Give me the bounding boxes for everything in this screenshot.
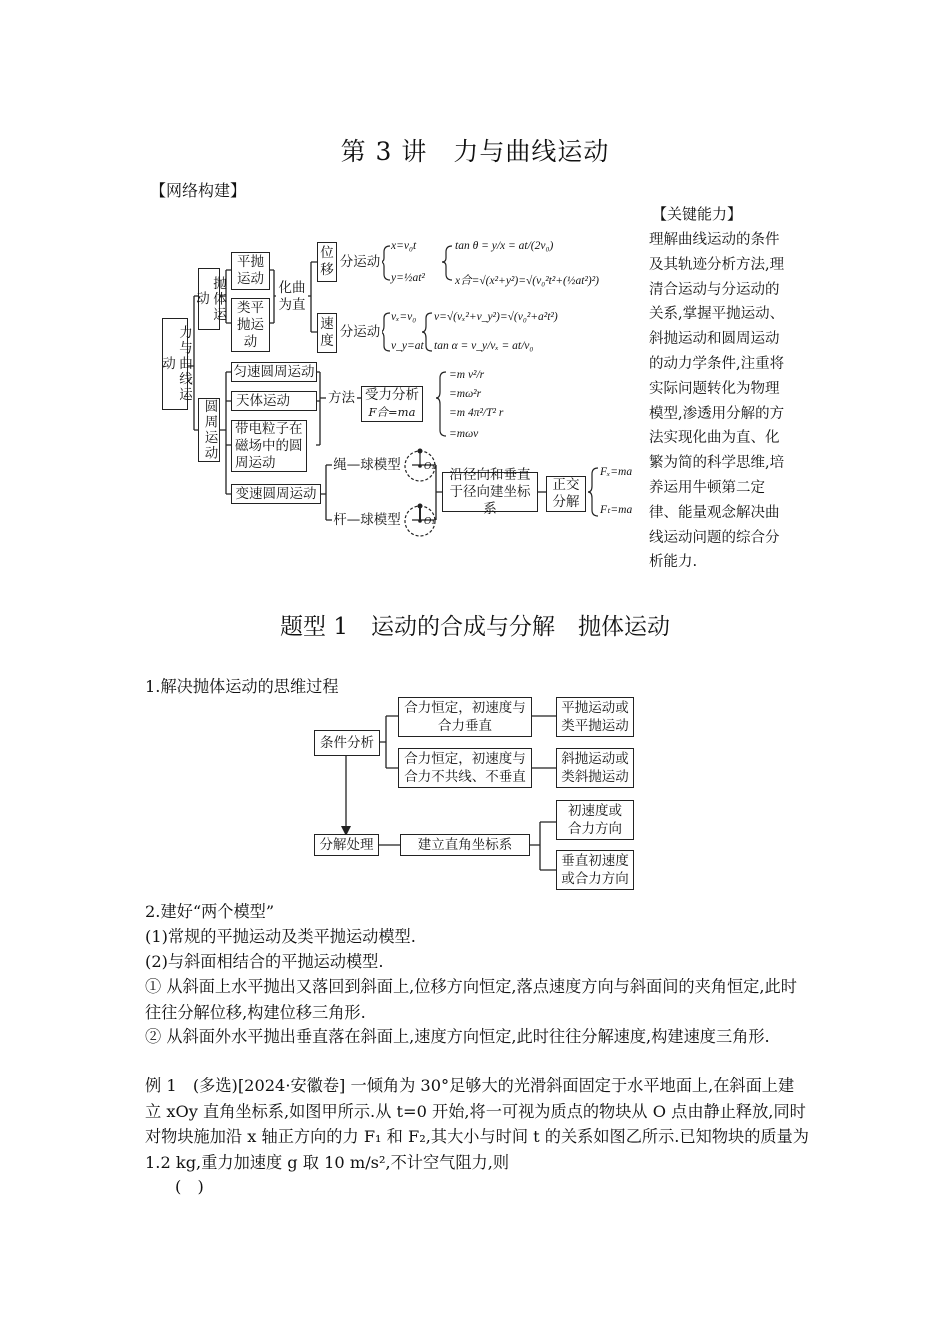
paragraph-3: (1)常规的平抛运动及类平抛运动模型.	[145, 927, 416, 946]
node-rope: 绳—球模型	[333, 456, 401, 473]
paragraph-5: ① 从斜面上水平抛出又落回到斜面上,位移方向恒定,落点速度方向与斜面间的夹角恒定,此时往往分解位移,构建位移三角形.	[145, 977, 797, 1022]
example-1: 例 1 (多选)[2024·安徽卷] 一倾角为 30°足够大的光滑斜面固定于水平地面上,在斜面上建立 xOy 直角坐标系,如图甲所示.从 t=0 开始,将一可视为质点的物块从 O 点由静止释放,同时对物块施加沿 x 轴正方向的力 F₁ 和 F₂,其大小与时间 t 的关系如图乙所示.已知物块的质量为 1.2 kg,重力加速度 g 取 10 m/s²,不计空气阻力,则	[145, 1076, 809, 1172]
formula-centripetal-1: =m v²/r	[449, 369, 485, 381]
node-radial: 沿径向和垂直于径向建坐标系	[442, 472, 538, 512]
node-method: 方法	[326, 388, 357, 408]
flow-direction-2: 垂直初速度或合力方向	[556, 850, 634, 890]
force-analysis-label: 受力分析	[365, 387, 419, 403]
section-title: 题型 1 运动的合成与分解 抛体运动	[280, 614, 670, 640]
node-root: 力与曲线运动	[162, 318, 188, 410]
node-uniform: 匀速圆周运动	[231, 362, 317, 382]
network-label: 【网络构建】	[150, 181, 247, 200]
formula-vy: v_y=at	[391, 340, 424, 352]
formula-v: v=√(vₓ²+v_y²)=√(v₀²+a²t²)	[434, 311, 558, 323]
formula-tan-theta: tan θ = y/x = at/(2v₀)	[455, 240, 554, 252]
formula-x: x=v₀t	[391, 240, 417, 252]
paragraph-1: 1.解决抛体运动的思维过程	[145, 677, 339, 696]
node-throw: 抛体运动	[198, 268, 220, 330]
node-rod: 杆—球模型	[333, 511, 401, 528]
node-charged: 带电粒子在磁场中的圆周运动	[231, 420, 307, 472]
node-celestial: 天体运动	[231, 391, 317, 411]
flow-cond-1: 合力恒定，初速度与合力垂直	[398, 697, 532, 737]
formula-centripetal-4: =mωv	[449, 428, 479, 440]
formula-y: y=½at²	[391, 272, 425, 284]
flow-decomposition: 分解处理	[314, 834, 379, 856]
formula-x-sum: x合=√(x²+y²)=√(v₀²t²+(½at²)²)	[455, 275, 600, 287]
node-sub1: 分运动	[339, 253, 381, 270]
formula-tan-alpha: tan α = v_y/vₓ = at/v₀	[434, 340, 534, 352]
paragraph-6: ② 从斜面外水平抛出垂直落在斜面上,速度方向恒定,此时往往分解速度,构建速度三角形.	[145, 1027, 770, 1046]
node-curve-straight: 化曲为直	[276, 278, 308, 316]
node-flat: 平抛运动	[231, 252, 270, 290]
formula-vx: vₓ=v₀	[391, 311, 417, 323]
formula-ft: Fₜ=ma	[600, 504, 633, 516]
node-sub2: 分运动	[339, 323, 381, 340]
flow-cond-2: 合力恒定，初速度与合力不共线、不垂直	[398, 748, 532, 788]
node-velocity: 速度	[317, 313, 337, 353]
node-circle: 圆周运动	[198, 398, 220, 462]
formula-fx: Fₓ=ma	[600, 466, 633, 478]
formula-centripetal-2: =mω²r	[449, 388, 482, 400]
key-ability-label: 【关键能力】	[652, 205, 743, 223]
node-ortho: 正交分解	[546, 476, 586, 512]
node-lei: 类平抛运动	[231, 298, 270, 352]
answer-blank: ( )	[175, 1177, 204, 1196]
node-displacement: 位移	[317, 242, 337, 282]
o1-label-rope: O₁	[424, 462, 435, 472]
flow-coordinate: 建立直角坐标系	[400, 834, 530, 856]
o1-label-rod: O₁	[424, 517, 435, 527]
flow-result-2: 斜抛运动或类斜抛运动	[556, 748, 634, 788]
paragraph-4: (2)与斜面相结合的平抛运动模型.	[145, 952, 384, 971]
formula-centripetal-3: =m 4π²/T² r	[449, 407, 504, 419]
paragraph-2: 2.建好“两个模型”	[145, 902, 275, 921]
page-title: 第 3 讲 力与曲线运动	[340, 137, 610, 166]
node-variable: 变速圆周运动	[231, 484, 321, 504]
flow-result-1: 平抛运动或类平抛运动	[556, 697, 634, 737]
fnet-label: F合=ma	[368, 405, 416, 419]
flow-direction-1: 初速度或合力方向	[556, 800, 634, 840]
flow-condition-analysis: 条件分析	[314, 730, 380, 756]
key-ability-text: 理解曲线运动的条件及其轨迹分析方法,理清合运动与分运动的关系,掌握平抛运动、斜抛运动和圆周运动的动力学条件,注重将实际问题转化为物理模型,渗透用分解的方法实现化曲为直、化繁为简的科学思维,培养运用牛顿第二定律、能量观念解决曲线运动问题的综合分析能力.	[649, 232, 785, 571]
